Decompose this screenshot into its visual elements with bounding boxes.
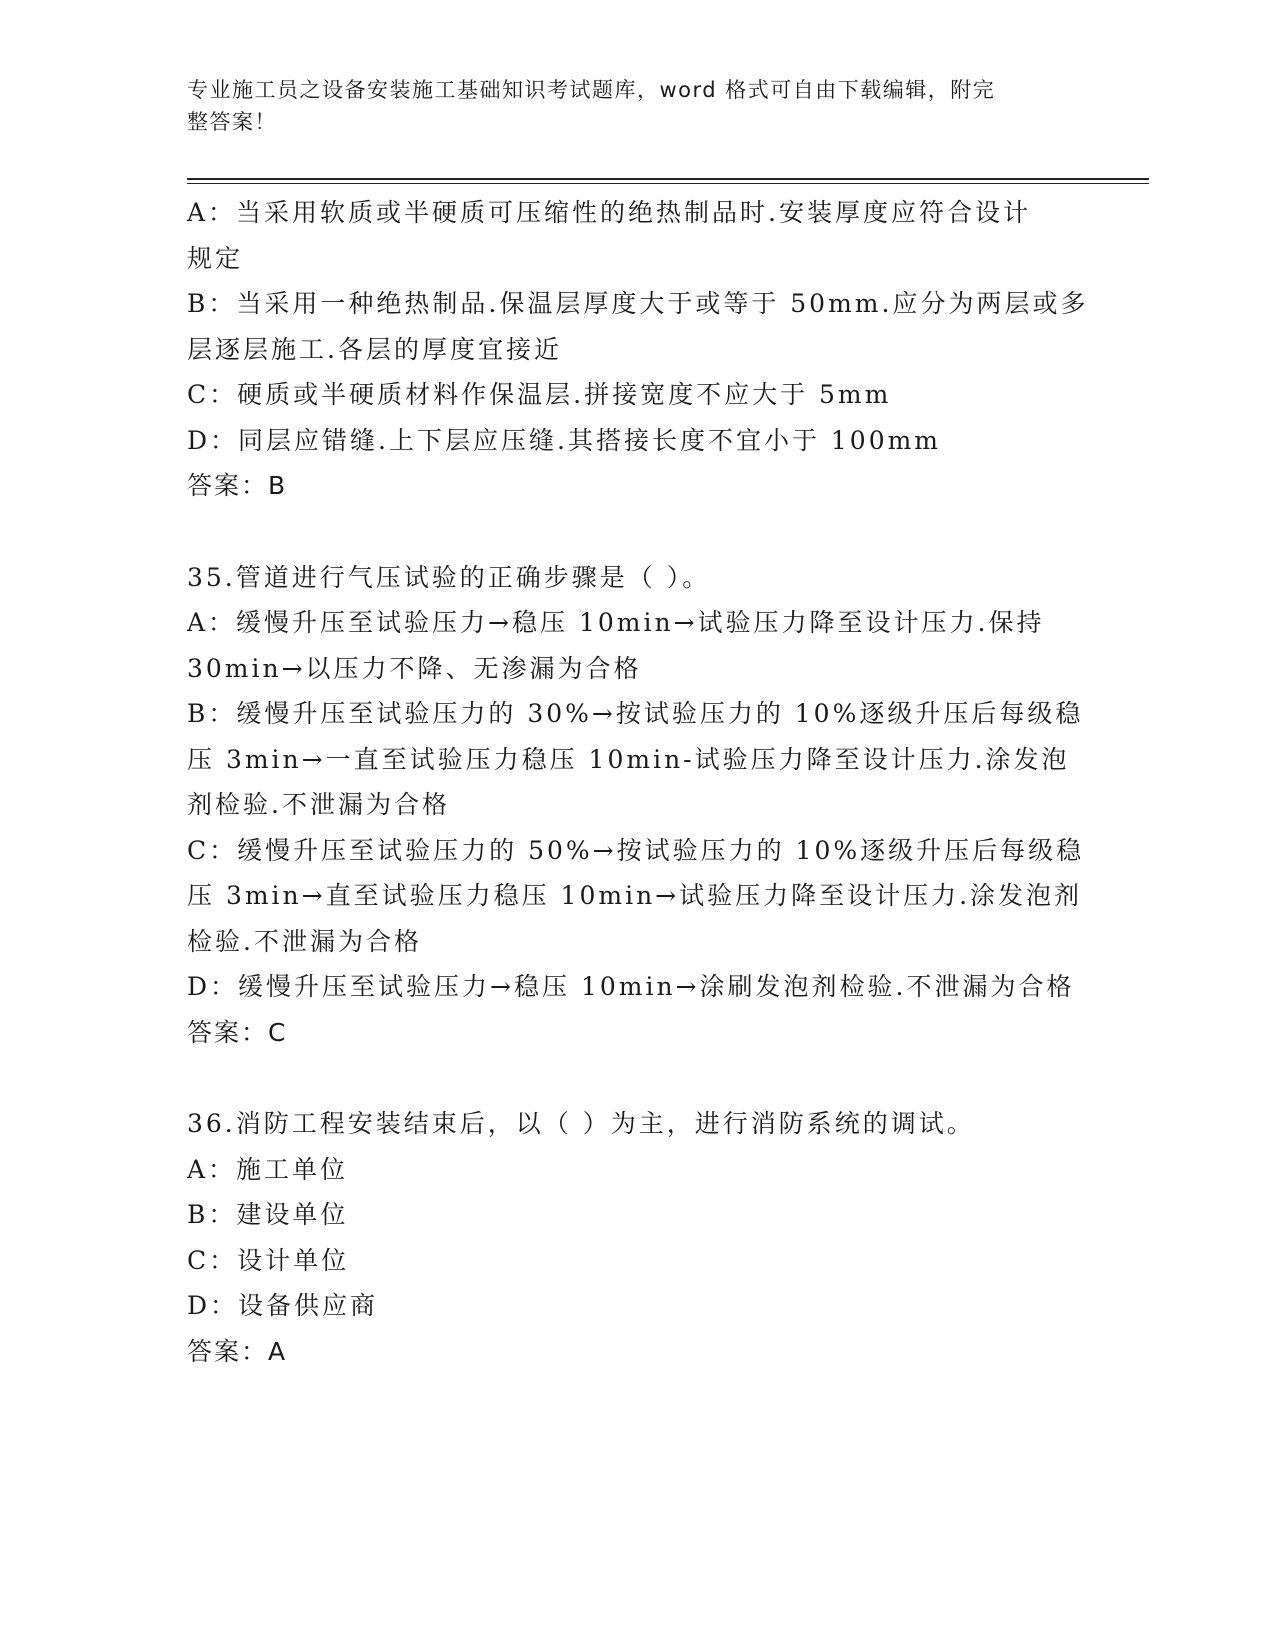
answer-line: 答案：B	[187, 471, 288, 500]
option-c-line-1: C：缓慢升压至试验压力的 50%→按试验压力的 10%逐级升压后每级稳	[187, 835, 1085, 865]
option-a-line-1: A：缓慢升压至试验压力→稳压 10min→试验压力降至设计压力.保持	[187, 608, 1045, 637]
option-a-line-2: 规定	[187, 243, 244, 273]
option-b-line-1: B：建设单位	[187, 1200, 349, 1229]
option-d-line-1: D：同层应错缝.上下层应压缝.其搭接长度不宜小于 100mm	[187, 425, 942, 455]
answer-line: 答案：C	[187, 1017, 288, 1047]
header-line-1: 专业施工员之设备安装施工基础知识考试题库，word 格式可自由下载编辑，附完	[187, 78, 996, 102]
option-b-line-1: B：当采用一种绝热制品.保温层厚度大于或等于 50mm.应分为两层或多	[187, 289, 1089, 318]
option-c-line-1: C：硬质或半硬质材料作保温层.拼接宽度不应大于 5mm	[187, 380, 892, 409]
section-gap	[187, 1055, 1087, 1101]
option-b-line-3: 剂检验.不泄漏为合格	[187, 790, 450, 819]
header-line-2: 整答案！	[187, 110, 277, 134]
document-body	[187, 190, 1087, 1374]
option-d-line-1: D：缓慢升压至试验压力→稳压 10min→涂刷发泡剂检验.不泄漏为合格	[187, 972, 1075, 1001]
header-rule-thin	[187, 183, 1149, 184]
answer-line: 答案：A	[187, 1336, 288, 1366]
document-header	[187, 74, 1067, 138]
header-rule-thick	[187, 178, 1149, 180]
option-a-line-1: A：当采用软质或半硬质可压缩性的绝热制品时.安装厚度应符合设计	[187, 198, 1032, 227]
option-c-line-1: C：设计单位	[187, 1245, 350, 1275]
option-a-line-2: 30min→以压力不降、无渗漏为合格	[187, 653, 642, 683]
question-35	[187, 555, 1087, 1056]
section-gap	[187, 509, 1087, 555]
question-stem: 35.管道进行气压试验的正确步骤是（ ）。	[187, 562, 711, 592]
option-d-line-1: D：设备供应商	[187, 1291, 379, 1320]
question-36	[187, 1101, 1087, 1374]
option-a-line-1: A：施工单位	[187, 1154, 349, 1184]
option-c-line-2: 压 3min→直至试验压力稳压 10min→试验压力降至设计压力.涂发泡剂	[187, 881, 1083, 910]
option-b-line-1: B：缓慢升压至试验压力的 30%→按试验压力的 10%逐级升压后每级稳	[187, 699, 1084, 728]
question-34-options	[187, 190, 1087, 509]
option-b-line-2: 层逐层施工.各层的厚度宜接近	[187, 334, 562, 364]
question-stem: 36.消防工程安装结束后，以（ ）为主，进行消防系统的调试。	[187, 1109, 975, 1138]
option-c-line-3: 检验.不泄漏为合格	[187, 926, 422, 956]
option-b-line-2: 压 3min→一直至试验压力稳压 10min-试验压力降至设计压力.涂发泡	[187, 744, 1070, 774]
